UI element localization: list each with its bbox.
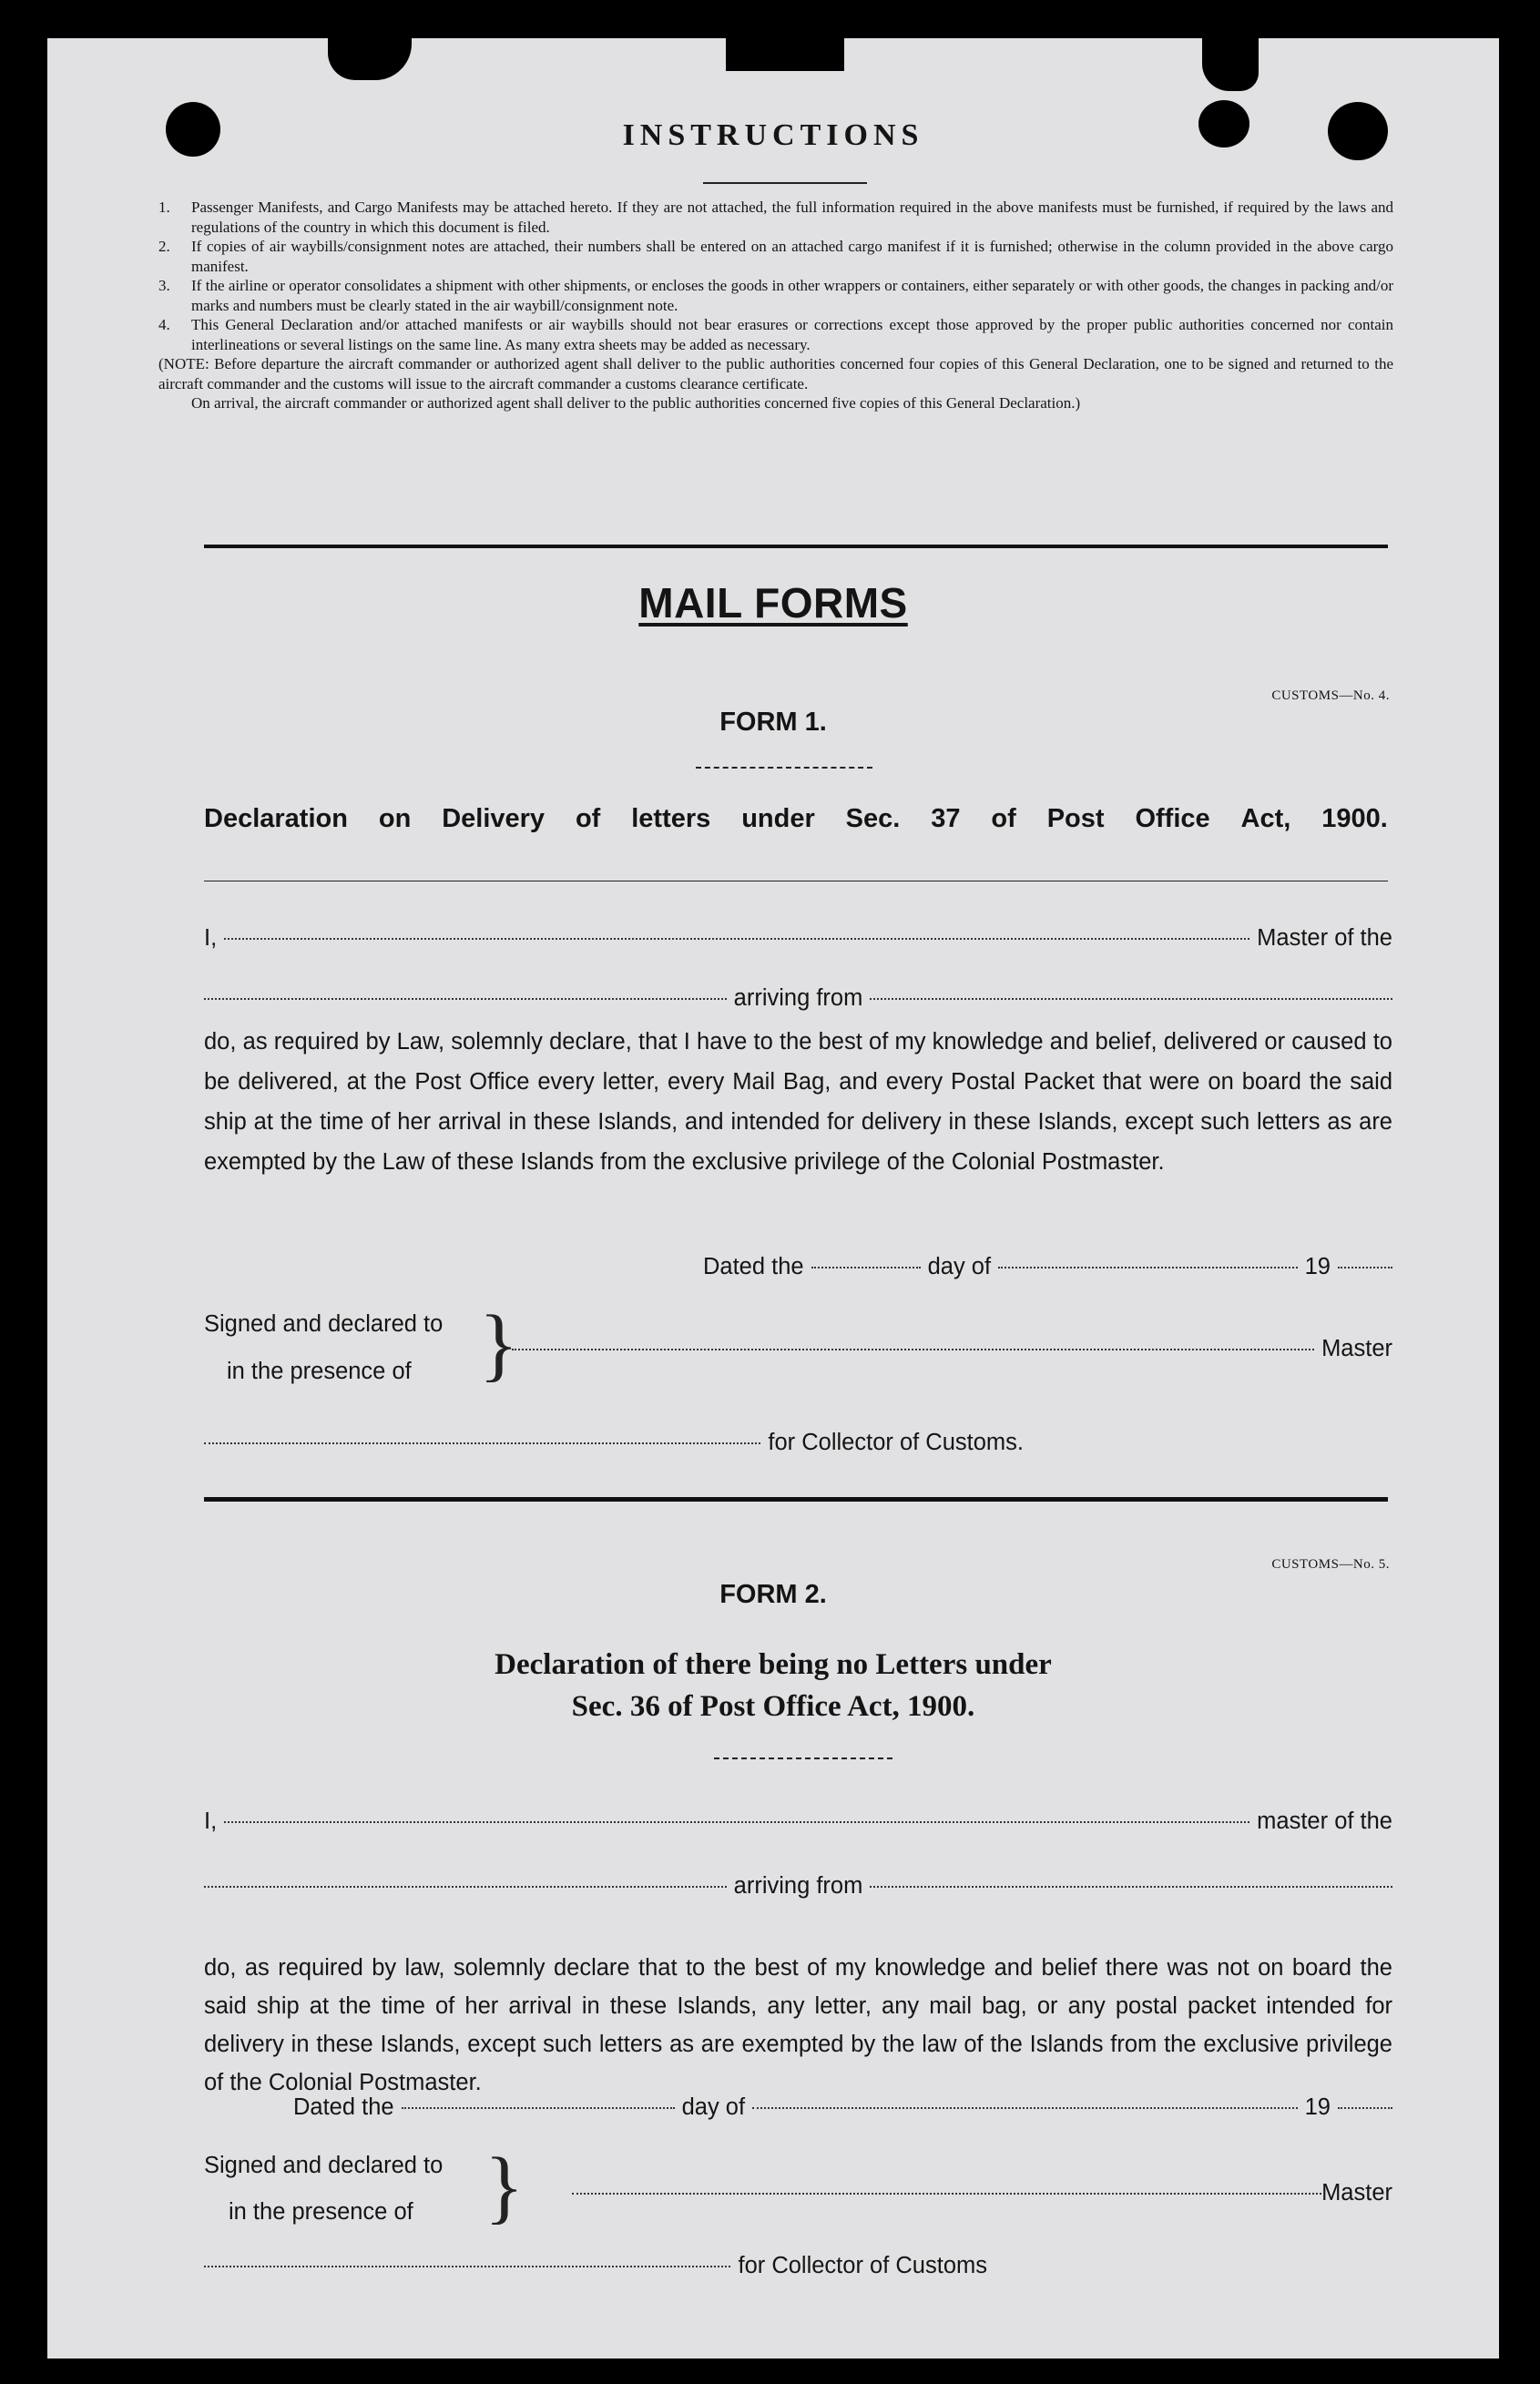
instruction-item: 1. Passenger Manifests, and Cargo Manifests may be attached hereto. If they are not attached, the full information required in the above manifests must be furnished, if required by the laws and regulations of the country in which this document is filed. [158, 199, 1393, 236]
instructions-title-rule [703, 182, 867, 184]
form1-year-field[interactable] [1338, 1267, 1392, 1268]
form1-ship-field[interactable] [204, 998, 727, 1000]
section-divider-middle [204, 1497, 1388, 1502]
form2-ship-line: arriving from [204, 1873, 1392, 1900]
form2-collector-line: for Collector of Customs [204, 2253, 987, 2279]
form1-master-field[interactable] [512, 1349, 1314, 1350]
form2-ship-field[interactable] [204, 1886, 727, 1888]
form2-name-line: I, master of the [204, 1808, 1392, 1834]
instruction-item: 3. If the airline or operator consolidates a shipment with other shipments, or encloses the goods in other wrappers or containers, either separately or with other goods, the changes in packing and/or marks and numbers must be clearly stated in the air waybill/consignment note. [158, 277, 1393, 314]
instruction-item: 2. If copies of air waybills/consignment notes are attached, their numbers shall be entered on an attached cargo manifest if it is furnished; otherwise in the column provided in the above cargo manifest. [158, 238, 1393, 275]
form2-presence-label: in the presence of [229, 2199, 413, 2225]
form2-origin-field[interactable] [870, 1886, 1392, 1888]
instructions-list [158, 198, 1393, 413]
form1-customs-number: CUSTOMS—No. 4. [1271, 688, 1390, 703]
instruction-note-arrival: On arrival, the aircraft commander or authorized agent shall deliver to the public authorities concerned five copies of this General Declaration.) [191, 394, 1081, 412]
form2-master-field[interactable] [572, 2193, 1321, 2195]
document-sheet [47, 38, 1499, 2359]
form1-master-line: Master [512, 1336, 1392, 1362]
instruction-item: 4. This General Declaration and/or attached manifests or air waybills should not bear erasures or corrections except those approved by the proper public authorities concerned nor contain interlineations or several listings on the same line. As many extra sheets may be added as necessary. [158, 316, 1393, 353]
form1-name-line: I, Master of the [204, 925, 1392, 951]
form1-name-field[interactable] [224, 938, 1249, 940]
form1-collector-field[interactable] [204, 1442, 760, 1444]
form1-signed-label: Signed and declared to [204, 1311, 444, 1337]
form1-heading: FORM 1. [719, 708, 827, 737]
form1-collector-line: for Collector of Customs. [204, 1430, 1024, 1456]
section-divider-top [204, 545, 1388, 548]
form2-date-line: Dated the day of 19 [293, 2094, 1392, 2121]
form1-declaration-title: Declaration on Delivery of letters under Sec. 37 of Post Office Act, 1900. [204, 804, 1388, 833]
form2-heading: FORM 2. [719, 1580, 827, 1609]
form1-paragraph: do, as required by Law, solemnly declare, that I have to the best of my knowledge and belief, delivered or caused to be delivered, at the Post Office every letter, every Mail Bag, and every Postal Packet that were on board the said ship at the time of her arrival in these Islands, and intended for delivery in these Islands, except such letters as are exempted by the Law of these Islands from the exclusive privilege of the Colonial Postmaster. [204, 1029, 1392, 1175]
instructions-title: INSTRUCTIONS [622, 118, 924, 152]
form2-month-field[interactable] [752, 2107, 1298, 2109]
form2-signed-label: Signed and declared to [204, 2153, 444, 2178]
torn-notch-center [726, 38, 844, 71]
form2-date-field[interactable] [402, 2107, 675, 2109]
form2-year-field[interactable] [1338, 2107, 1392, 2109]
form2-title-rule [714, 1757, 892, 1759]
form2-paragraph: do, as required by law, solemnly declare that to the best of my knowledge and belief there was not on board the said ship at the time of her arrival in these Islands, any letter, any mail bag, or any postal packet intended for delivery in these Islands, except such letters as are exempted by the law of the Islands from the exclusive privilege of the Colonial Postmaster. [204, 1955, 1392, 2095]
form2-master-line: Master [572, 2180, 1392, 2206]
form1-brace: } [479, 1299, 519, 1390]
form2-brace: } [484, 2142, 525, 2232]
form1-ship-line: arriving from [204, 985, 1392, 1012]
form1-date-field[interactable] [811, 1267, 921, 1268]
mail-forms-title: MAIL FORMS [638, 579, 908, 627]
torn-notch-left [328, 38, 412, 80]
form1-date-line: Dated the day of 19 [703, 1254, 1392, 1280]
form1-presence-label: in the presence of [227, 1359, 412, 1384]
form1-month-field[interactable] [998, 1267, 1298, 1268]
form2-customs-number: CUSTOMS—No. 5. [1271, 1557, 1390, 1572]
form2-name-field[interactable] [224, 1821, 1249, 1823]
form1-heading-rule [696, 767, 872, 769]
form2-declaration-title: Declaration of there being no Letters under Sec. 36 of Post Office Act, 1900. [495, 1648, 1052, 1723]
instruction-note: (NOTE: Before departure the aircraft commander or authorized agent shall deliver to the public authorities concerned four copies of this General Declaration, one to be signed and returned to the aircraft commander and the customs will issue to the aircraft commander a customs clearance certificate. [158, 355, 1393, 392]
form1-origin-field[interactable] [870, 998, 1392, 1000]
form2-collector-field[interactable] [204, 2266, 730, 2267]
torn-notch-right [1202, 38, 1259, 91]
